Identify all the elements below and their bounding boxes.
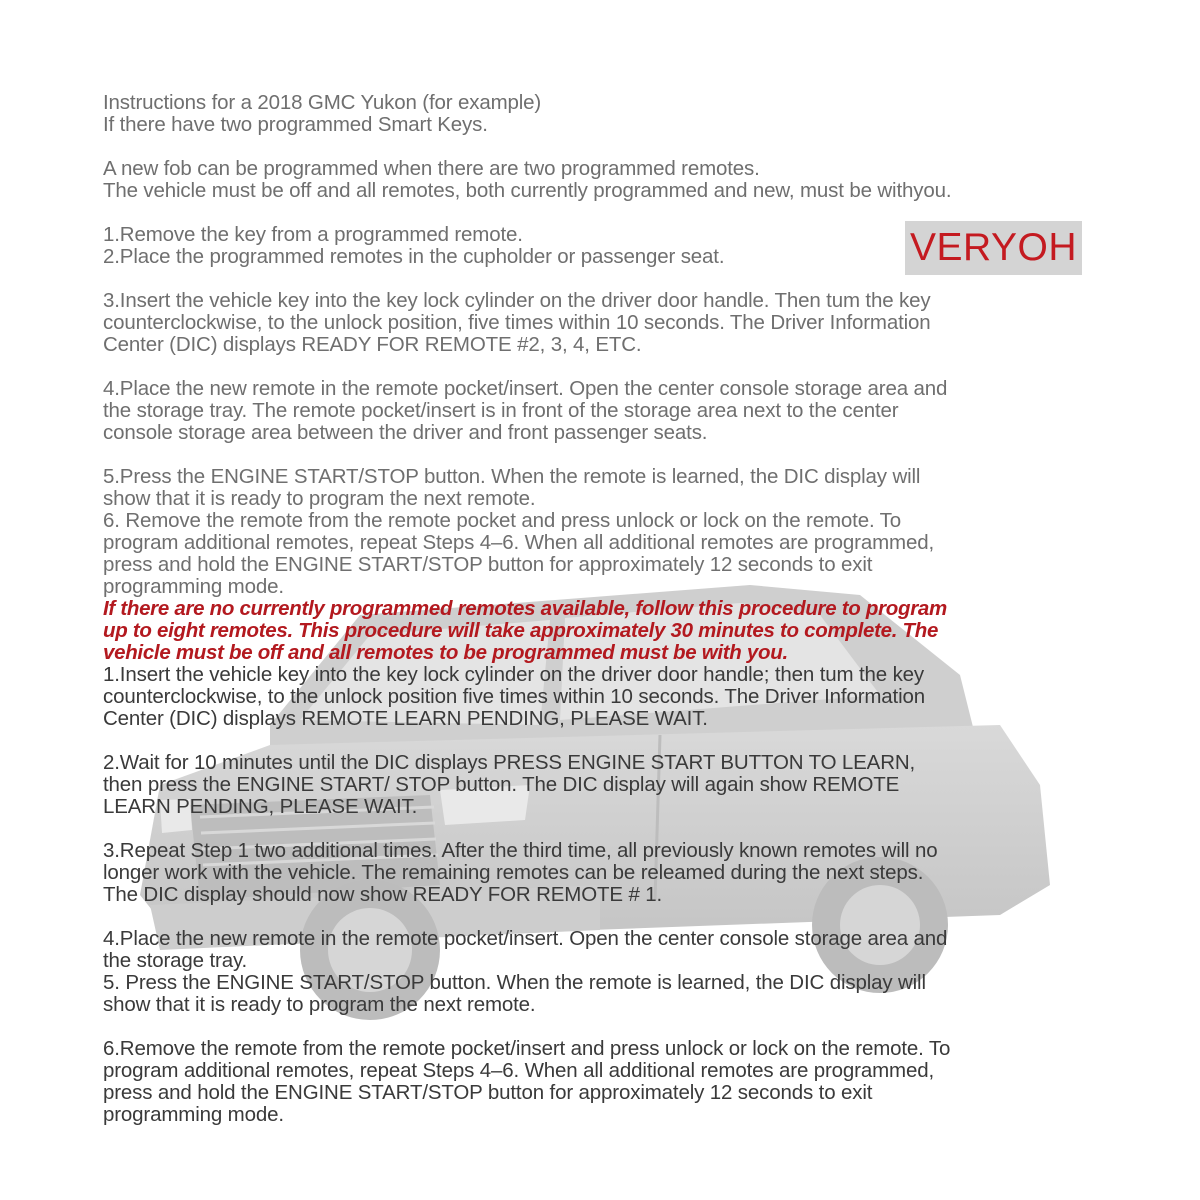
note-line-2: The vehicle must be off and all remotes, both currently programmed and new, must be withyou. [103, 179, 952, 202]
section-b-step-4-line-1: 4.Place the new remote in the remote pocket/insert. Open the center console storage area and [103, 927, 948, 950]
warning-line-1: If there are no currently programmed remotes available, follow this procedure to program [103, 597, 947, 620]
section-b-step-6-line-1: 6.Remove the remote from the remote pocket/insert and press unlock or lock on the remote. To [103, 1037, 951, 1060]
section-b-step-2-line-3: LEARN PENDING, PLEASE WAIT. [103, 795, 418, 818]
warning-line-3: vehicle must be off and all remotes to be programmed must be with you. [103, 641, 788, 664]
warning-line-2: up to eight remotes. This procedure will take approximately 30 minutes to complete. The [103, 619, 939, 642]
section-b-step-6-line-4: programming mode. [103, 1103, 284, 1126]
section-b-step-6-line-2: program additional remotes, repeat Steps 4–6. When all additional remotes are programmed, [103, 1059, 935, 1082]
section-a-step-3-line-2: counterclockwise, to the unlock position, five times within 10 seconds. The Driver Information [103, 311, 931, 334]
note-line-1: A new fob can be programmed when there are two programmed remotes. [103, 157, 760, 180]
section-b-step-3-line-1: 3.Repeat Step 1 two additional times. After the third time, all previously known remotes will no [103, 839, 938, 862]
section-b-step-3-line-3: The DIC display should now show READY FOR REMOTE # 1. [103, 883, 663, 906]
section-a-step-3-line-3: Center (DIC) displays READY FOR REMOTE #2, 3, 4, ETC. [103, 333, 642, 356]
section-a-step-5-line-1: 5.Press the ENGINE START/STOP button. When the remote is learned, the DIC display will [103, 465, 921, 488]
intro-line-1: Instructions for a 2018 GMC Yukon (for example) [103, 91, 542, 114]
section-a-step-6-line-2: program additional remotes, repeat Steps 4–6. When all additional remotes are programmed, [103, 531, 935, 554]
section-b-step-3-line-2: longer work with the vehicle. The remaining remotes can be releamed during the next steps. [103, 861, 924, 884]
section-b-step-4-line-2: the storage tray. [103, 949, 248, 972]
section-a-step-4-line-2: the storage tray. The remote pocket/insert is in front of the storage area next to the center [103, 399, 899, 422]
section-a-step-6-line-3: press and hold the ENGINE START/STOP button for approximately 12 seconds to exit [103, 553, 873, 576]
brand-watermark: VERYOH [905, 221, 1082, 275]
intro-line-2: If there have two programmed Smart Keys. [103, 113, 488, 136]
section-a-step-5-line-2: show that it is ready to program the next remote. [103, 487, 536, 510]
section-b-step-1-line-2: counterclockwise, to the unlock position five times within 10 seconds. The Driver Information [103, 685, 926, 708]
section-b-step-2-line-2: then press the ENGINE START/ STOP button. The DIC display will again show REMOTE [103, 773, 900, 796]
section-a-step-4-line-3: console storage area between the driver and front passenger seats. [103, 421, 708, 444]
section-b-step-6-line-3: press and hold the ENGINE START/STOP button for approximately 12 seconds to exit [103, 1081, 873, 1104]
section-a-step-1: 1.Remove the key from a programmed remote. [103, 223, 523, 246]
section-a-step-6-line-4: programming mode. [103, 575, 284, 598]
section-a-step-6-line-1: 6. Remove the remote from the remote pocket and press unlock or lock on the remote. To [103, 509, 902, 532]
section-b-step-1-line-3: Center (DIC) displays REMOTE LEARN PENDING, PLEASE WAIT. [103, 707, 708, 730]
section-b-step-5-line-1: 5. Press the ENGINE START/STOP button. When the remote is learned, the DIC display will [103, 971, 926, 994]
section-a-step-2: 2.Place the programmed remotes in the cupholder or passenger seat. [103, 245, 725, 268]
section-b-step-5-line-2: show that it is ready to program the next remote. [103, 993, 536, 1016]
section-a-step-4-line-1: 4.Place the new remote in the remote pocket/insert. Open the center console storage area and [103, 377, 948, 400]
section-a-step-3-line-1: 3.Insert the vehicle key into the key lock cylinder on the driver door handle. Then tum the key [103, 289, 931, 312]
section-b-step-2-line-1: 2.Wait for 10 minutes until the DIC displays PRESS ENGINE START BUTTON TO LEARN, [103, 751, 916, 774]
section-b-step-1-line-1: 1.Insert the vehicle key into the key lock cylinder on the driver door handle; then tum the key [103, 663, 925, 686]
